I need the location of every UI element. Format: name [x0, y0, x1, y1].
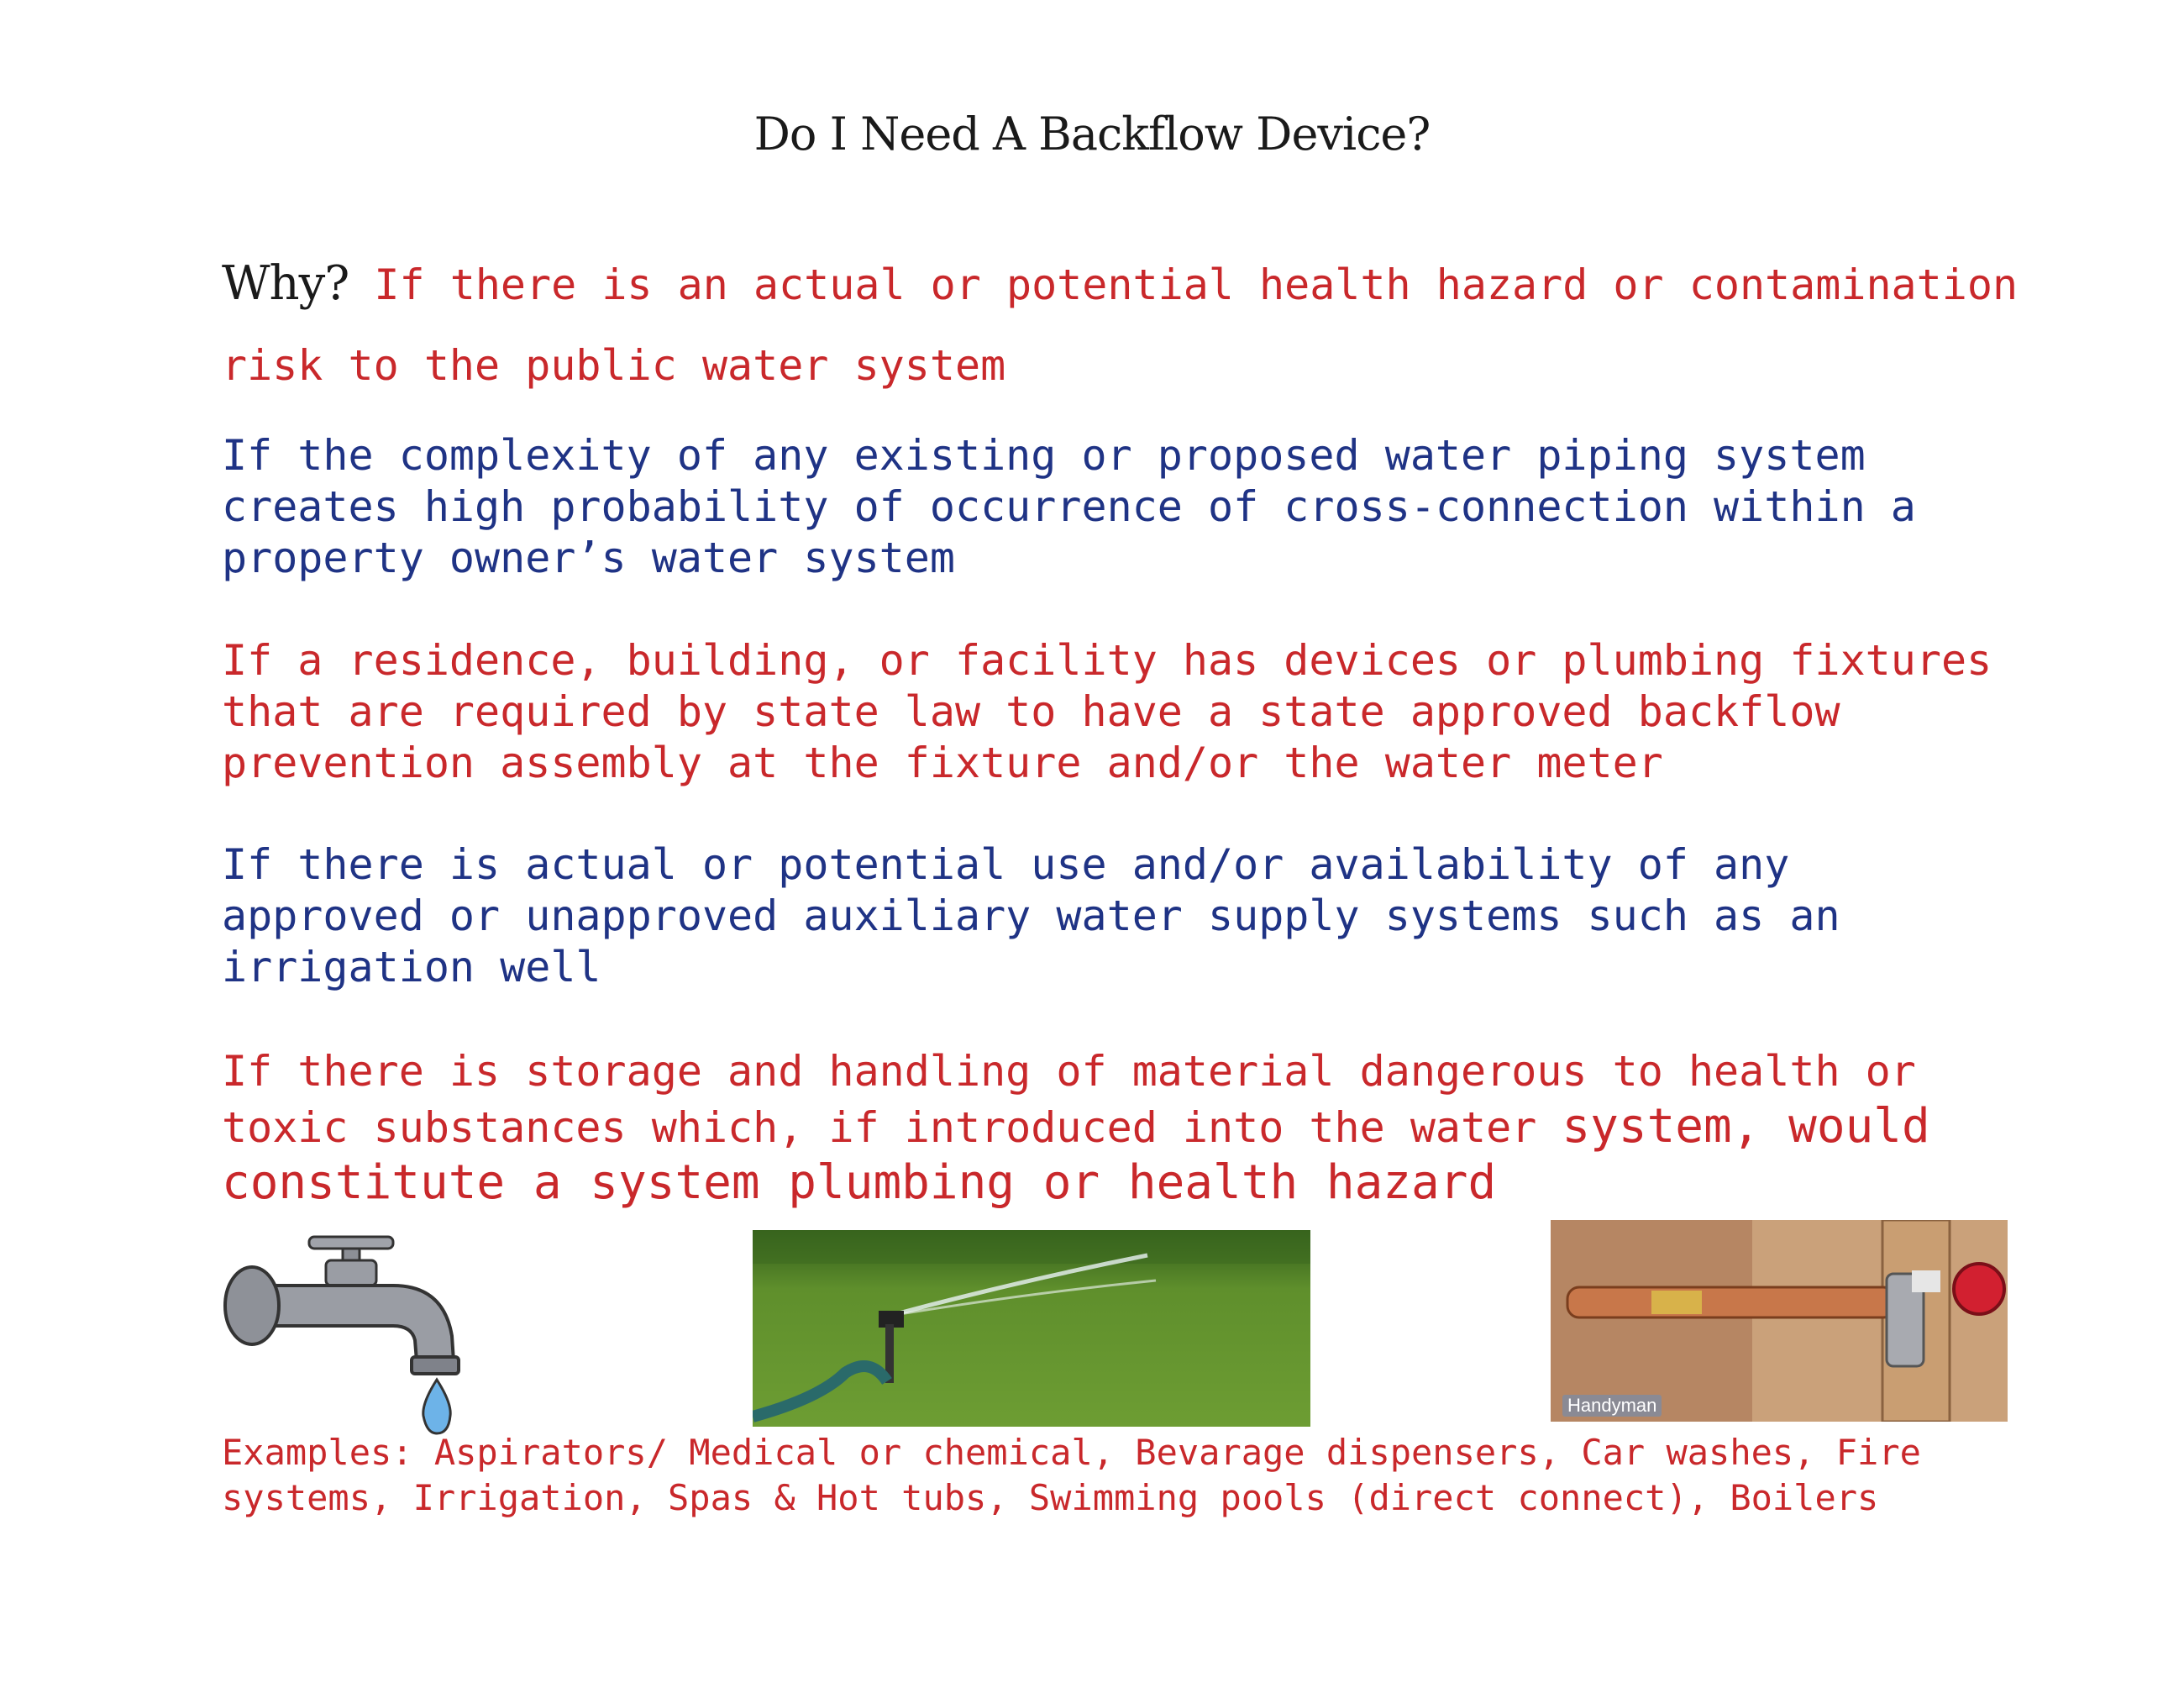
lawn-sprinkler-photo [753, 1230, 1310, 1427]
hazard-line-2b: system, would [1562, 1099, 1930, 1154]
examples-list: Examples: Aspirators/ Medical or chemical, Bevarage dispensers, Car washes, Fire systems, Irrigation, Spas & Hot tubs, Swimming pools (direct connect), Boilers [222, 1432, 1921, 1518]
reason-state-law: If a residence, building, or facility has devices or plumbing fixtures that are required by state law to have a state approved backflow prevention assembly at the fixture and/or the water meter [222, 636, 1992, 787]
hazard-line-1: If there is storage and handling of material dangerous to health or [222, 1047, 1916, 1096]
valve-photo-graphic [1551, 1220, 2008, 1422]
reason-complexity: If the complexity of any existing or proposed water piping system creates high probability of occurrence of cross-connection within a property owner’s water system [222, 431, 1916, 582]
valve-watermark: Handyman [1562, 1395, 1662, 1417]
reason-hazardous-material [222, 1044, 2120, 1212]
hazard-line-2a: toxic substances which, if introduced into the water [222, 1103, 1562, 1152]
reason-auxiliary-supply: If there is actual or potential use and/or availability of any approved or unapproved auxiliary water supply systems such as an irrigation well [222, 840, 1840, 991]
page-title: Do I Need A Backflow Device? [753, 108, 1431, 160]
faucet-drip-icon [217, 1235, 486, 1437]
why-paragraph [222, 244, 2120, 406]
hazard-line-3: constitute a system plumbing or health hazard [222, 1155, 1497, 1210]
why-text: If there is an actual or potential health hazard or contamination risk to the public water system [222, 260, 2044, 390]
why-label: Why? [222, 256, 349, 311]
frost-proof-faucet-photo [1551, 1220, 2008, 1422]
